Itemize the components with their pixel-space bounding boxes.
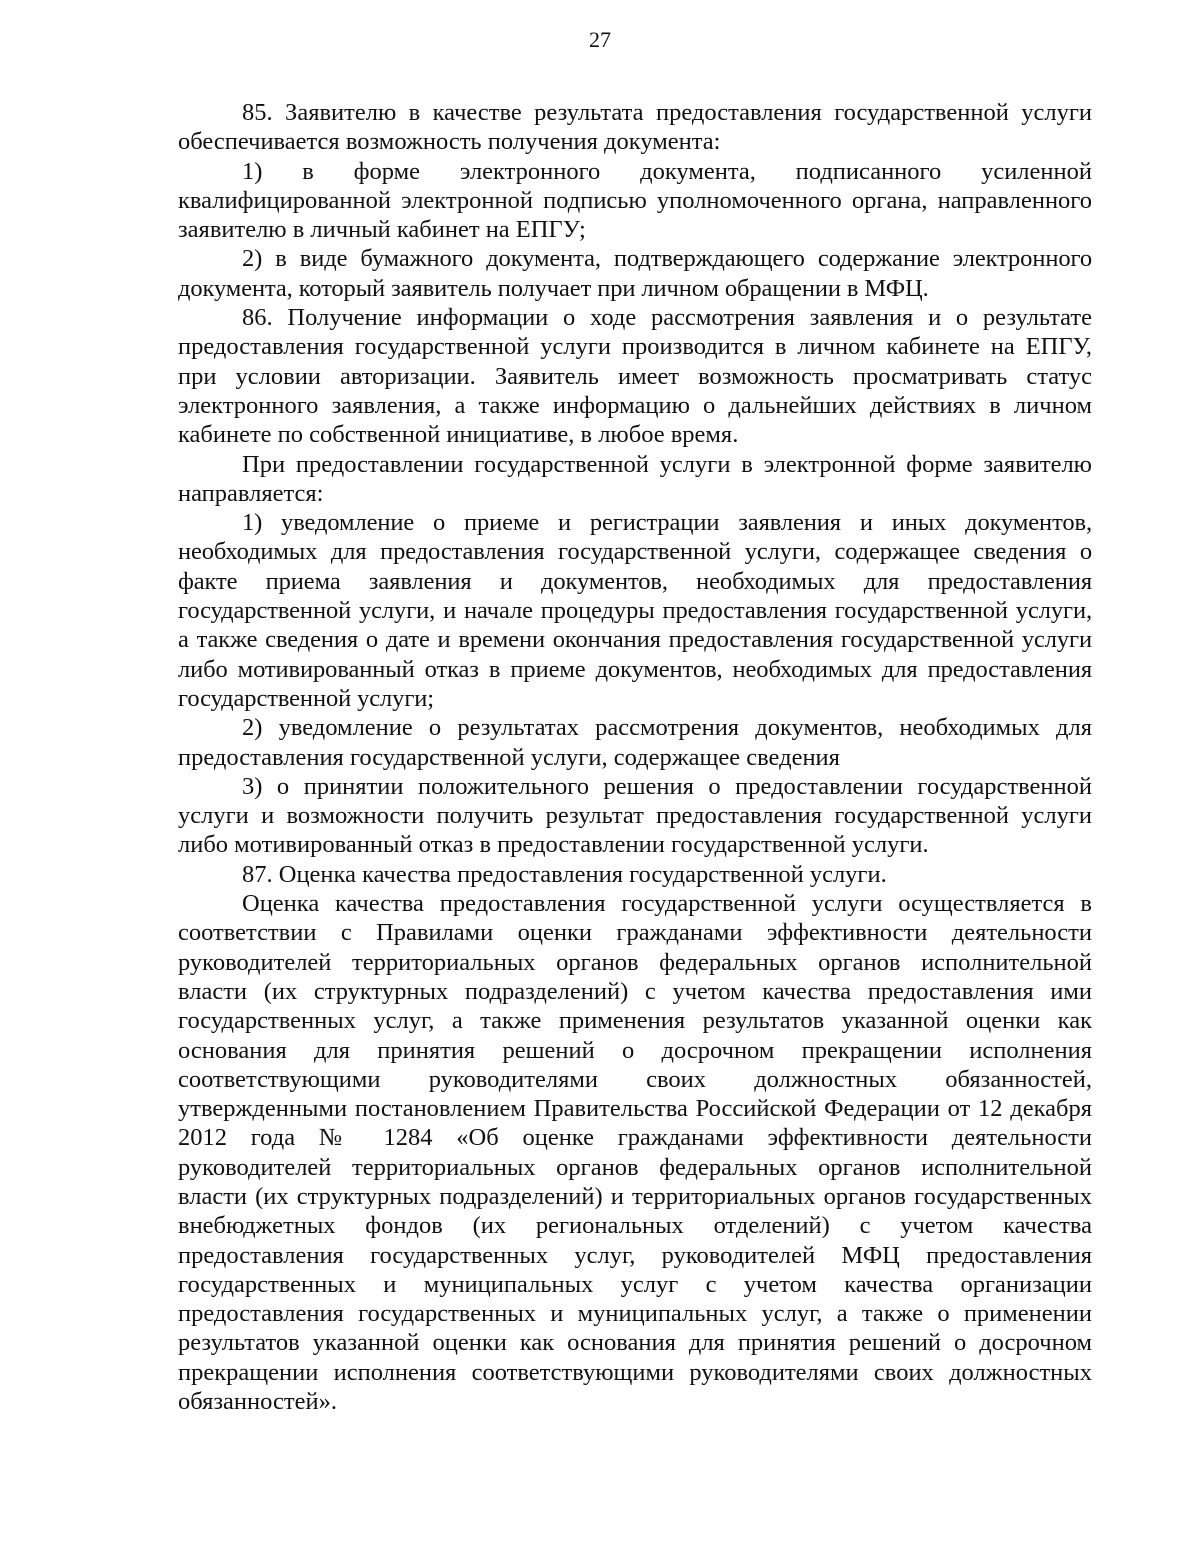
paragraph-notification-item-2: 2) уведомление о результатах рассмотрения документов, необходимых для предоставления государственной услуги, содержащее сведения xyxy=(178,714,1092,771)
paragraph-85: 85. Заявителю в качестве результата предоставления государственной услуги обеспечивается возможность получения документа: xyxy=(178,99,1092,156)
paragraph-quality-assessment: Оценка качества предоставления государственной услуги осуществляется в соответствии с Правилами оценки гражданами эффективности деятельности руководителей территориальных органов федеральных органов исполнительной власти (их структурных подразделений) с учетом качества предоставления ими государственных услуг, а также применения результатов указанной оценки как основания для принятия решений о досрочном прекращении исполнения соответствующими руководителями своих должностных обязанностей, утвержденными постановлением Правительства Российской Федерации от 12 декабря 2012 года № 1284 «Об оценке гражданами эффективности деятельности руководителей территориальных органов федеральных органов исполнительной власти (их структурных подразделений) и территориальных органов государственных внебюджетных фондов (их региональных отделений) с учетом качества предоставления государственных услуг, руководителей МФЦ предоставления государственных и муниципальных услуг с учетом качества организации предоставления государственных и муниципальных услуг, а также о применении результатов указанной оценки как основания для принятия решений о досрочном прекращении исполнения соответствующими руководителями своих должностных обязанностей». xyxy=(178,890,1092,1416)
page-number: 27 xyxy=(589,27,611,52)
paragraph-notification-item-3: 3) о принятии положительного решения о предоставлении государственной услуги и возможности получить результат предоставления государственной услуги либо мотивированный отказ в предоставлении государственной услуги. xyxy=(178,772,1092,859)
paragraph-87: 87. Оценка качества предоставления государственной услуги. xyxy=(242,860,887,888)
paragraph-86: 86. Получение информации о ходе рассмотрения заявления и о результате предоставления государственной услуги производится в личном кабинете на ЕПГУ, при условии авторизации. Заявитель имеет возможность просматривать статус электронного заявления, а также информацию о дальнейших действиях в личном кабинете по собственной инициативе, в любое время. xyxy=(178,304,1092,449)
paragraph-notification-item-1: 1) уведомление о приеме и регистрации заявления и иных документов, необходимых для предоставления государственной услуги, содержащее сведения о факте приема заявления и документов, необходимых для предоставления государственной услуги, и начале процедуры предоставления государственной услуги, а также сведения о дате и времени окончания предоставления государственной услуги либо мотивированный отказ в приеме документов, необходимых для предоставления государственной услуги; xyxy=(178,509,1092,712)
paragraph-85-item-2: 2) в виде бумажного документа, подтверждающего содержание электронного документа, который заявитель получает при личном обращении в МФЦ. xyxy=(178,245,1092,302)
document-body xyxy=(178,98,1092,1416)
paragraph-electronic-form: При предоставлении государственной услуги в электронной форме заявителю направляется: xyxy=(178,450,1092,507)
paragraph-85-item-1: 1) в форме электронного документа, подписанного усиленной квалифицированной электронной подписью уполномоченного органа, направленного заявителю в личный кабинет на ЕПГУ; xyxy=(178,157,1092,244)
